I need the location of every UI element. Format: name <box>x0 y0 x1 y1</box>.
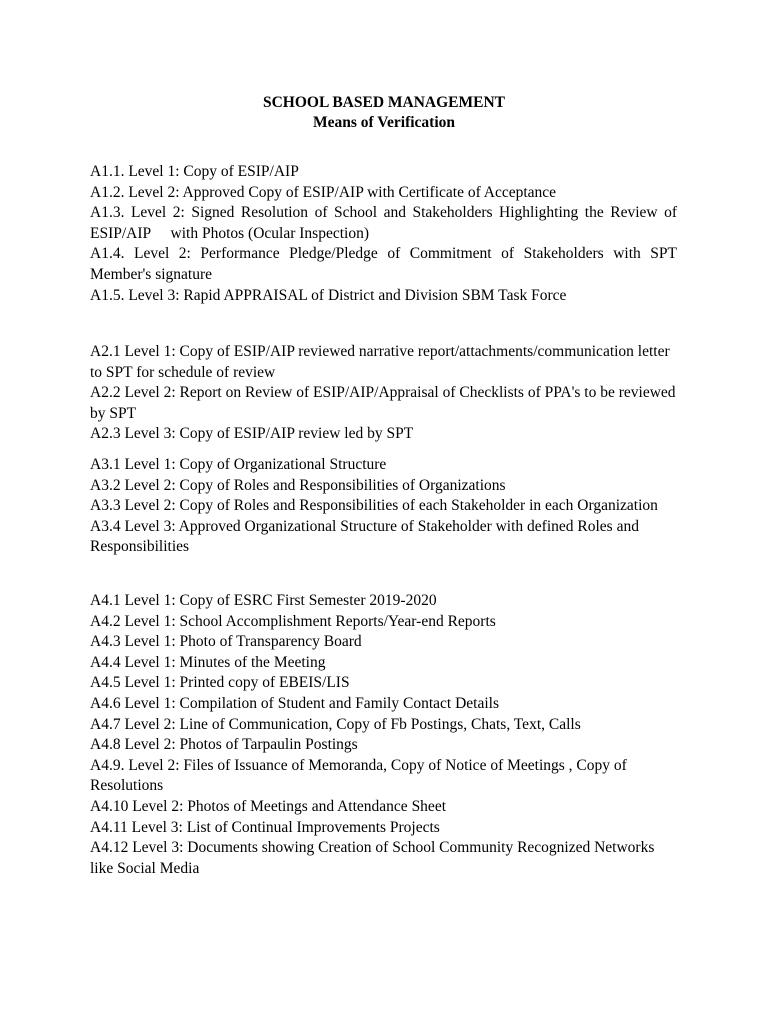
list-item: A4.12 Level 3: Documents showing Creation of School Community Recognized Networks like Social Media <box>90 839 655 877</box>
list-item: A4.6 Level 1: Compilation of Student and Family Contact Details <box>90 694 499 712</box>
list-item: A1.5. Level 3: Rapid APPRAISAL of District and Division SBM Task Force <box>90 286 567 304</box>
list-item: A2.1 Level 1: Copy of ESIP/AIP reviewed narrative report/attachments/communication letter to SPT for schedule of review <box>90 343 670 381</box>
list-item: A4.10 Level 2: Photos of Meetings and Attendance Sheet <box>90 797 447 815</box>
list-item: A1.3. Level 2: Signed Resolution of School and Stakeholders Highlighting the Review of ESIP/AIP with Photos (Ocular Inspection) <box>90 204 677 242</box>
section-a3 <box>90 455 677 558</box>
list-item: A2.2 Level 2: Report on Review of ESIP/AIP/Appraisal of Checklists of PPA's to be reviewed by SPT <box>90 384 676 422</box>
list-item: A4.2 Level 1: School Accomplishment Reports/Year-end Reports <box>90 612 496 630</box>
list-item: A3.1 Level 1: Copy of Organizational Structure <box>90 456 387 473</box>
list-item: A4.7 Level 2: Line of Communication, Copy of Fb Postings, Chats, Text, Calls <box>90 715 581 733</box>
list-item: A3.3 Level 2: Copy of Roles and Responsibilities of each Stakeholder in each Organization <box>90 497 658 515</box>
list-item: A1.2. Level 2: Approved Copy of ESIP/AIP with Certificate of Acceptance <box>90 183 557 201</box>
section-a2 <box>90 342 677 445</box>
list-item: A4.8 Level 2: Photos of Tarpaulin Postings <box>90 736 358 754</box>
list-item: A4.5 Level 1: Printed copy of EBEIS/LIS <box>90 674 350 692</box>
list-item: A3.4 Level 3: Approved Organizational Structure of Stakeholder with defined Roles and Responsibilities <box>90 517 639 556</box>
document-title: SCHOOL BASED MANAGEMENT <box>262 94 505 111</box>
list-item: A4.1 Level 1: Copy of ESRC First Semester 2019-2020 <box>90 592 437 609</box>
section-a4 <box>90 591 677 879</box>
list-item: A4.3 Level 1: Photo of Transparency Board <box>90 633 362 651</box>
document-subtitle: Means of Verification <box>312 114 456 131</box>
list-item: A1.4. Level 2: Performance Pledge/Pledge of Commitment of Stakeholders with SPT Member's signature <box>90 245 677 283</box>
list-item: A2.3 Level 3: Copy of ESIP/AIP review led by SPT <box>90 425 414 443</box>
list-item: A1.1. Level 1: Copy of ESIP/AIP <box>90 163 299 180</box>
list-item: A4.9. Level 2: Files of Issuance of Memoranda, Copy of Notice of Meetings , Copy of Resolutions <box>90 756 627 795</box>
list-item: A4.4 Level 1: Minutes of the Meeting <box>90 653 326 671</box>
list-item: A3.2 Level 2: Copy of Roles and Responsibilities of Organizations <box>90 476 506 494</box>
list-item: A4.11 Level 3: List of Continual Improvements Projects <box>90 818 440 836</box>
section-a1 <box>90 162 677 306</box>
